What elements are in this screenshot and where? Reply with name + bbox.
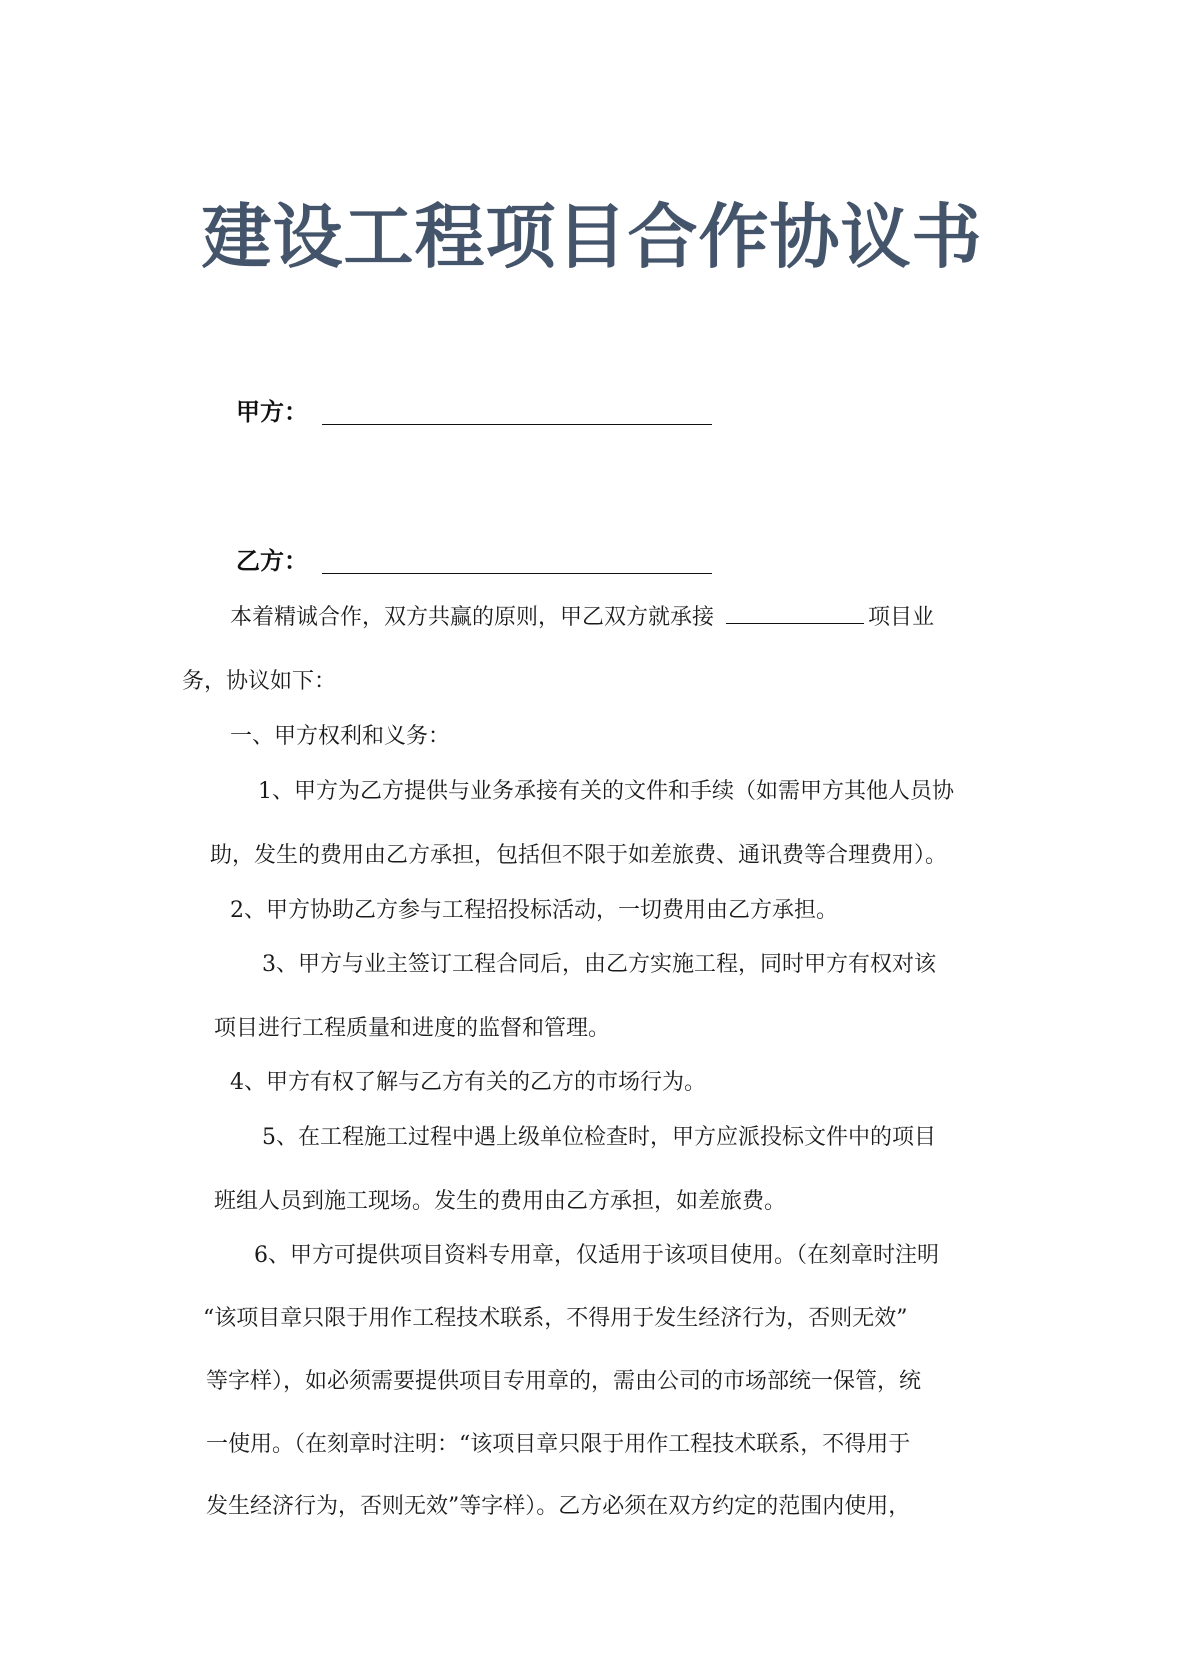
item-2-line-1: 2、甲方协助乙方参与工程招投标活动，一切费用由乙方承担。 [230, 898, 838, 923]
item-3-line-2: 项目进行工程质量和进度的监督和管理。 [214, 1016, 611, 1041]
intro-text-part2: 项目业 [868, 605, 935, 630]
intro-line-1 [230, 603, 934, 633]
item-1-line-2: 助，发生的费用由乙方承担，包括但不限于如差旅费、通讯费等合理费用）。 [210, 843, 948, 868]
party-a-label: 甲方： [236, 398, 308, 426]
item-4-line-1: 4、甲方有权了解与乙方有关的乙方的市场行为。 [230, 1070, 706, 1095]
intro-text-part1: 本着精诚合作，双方共赢的原则，甲乙双方就承接 [230, 605, 715, 630]
project-name-blank [726, 603, 864, 624]
item-5-line-2: 班组人员到施工现场。发生的费用由乙方承担，如差旅费。 [214, 1189, 787, 1214]
item-3-line-1: 3、甲方与业主签订工程合同后，由乙方实施工程，同时甲方有权对该 [262, 952, 936, 977]
item-5-line-1: 5、在工程施工过程中遇上级单位检查时，甲方应派投标文件中的项目 [262, 1125, 936, 1150]
intro-line-2: 务，协议如下： [182, 669, 337, 694]
item-6-line-1: 6、甲方可提供项目资料专用章，仅适用于该项目使用。（在刻章时注明 [254, 1243, 939, 1268]
document-title: 建设工程项目合作协议书 [201, 195, 983, 278]
item-6-line-5: 发生经济行为，否则无效”等字样）。乙方必须在双方约定的范围内使用， [206, 1494, 911, 1519]
section-1-heading: 一、甲方权利和义务： [230, 724, 451, 749]
item-6-line-4: 一使用。（在刻章时注明：“该项目章只限于用作工程技术联系，不得用于 [206, 1432, 911, 1457]
party-b-label: 乙方： [236, 547, 308, 575]
item-1-line-1: 1、甲方为乙方提供与业务承接有关的文件和手续（如需甲方其他人员协 [258, 779, 954, 804]
item-6-line-3: 等字样），如必须需要提供项目专用章的，需由公司的市场部统一保管，统 [206, 1369, 922, 1394]
party-b-blank-line [322, 573, 712, 574]
item-6-line-2: “该项目章只限于用作工程技术联系，不得用于发生经济行为，否则无效” [203, 1306, 908, 1331]
party-a-blank-line [322, 424, 712, 425]
